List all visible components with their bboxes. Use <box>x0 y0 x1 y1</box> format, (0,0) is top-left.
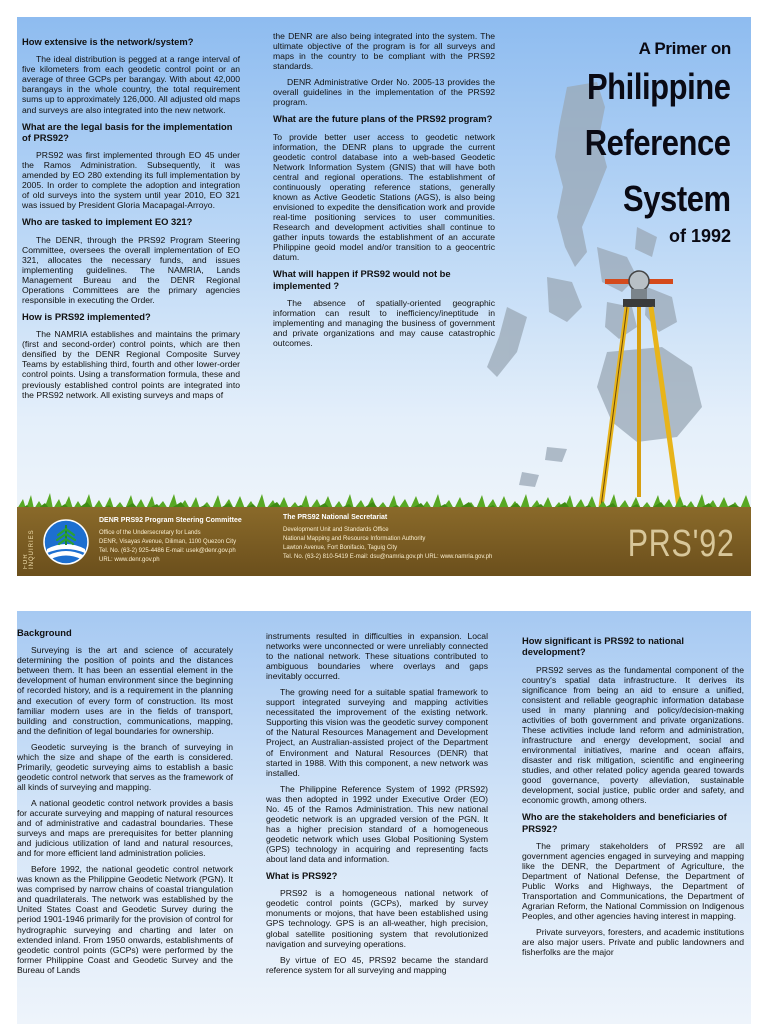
title-line-primer: A Primer on <box>638 39 731 58</box>
section-heading: How significant is PRS92 to national development? <box>522 635 685 658</box>
body-paragraph: A national geodetic control network provides a basis for accurate surveying and mapping of natural resources and of administrative and cadastral boundaries. These surveys and maps are prerequisites for better planning and judicious utilization of land and natural resources, and for more efficient land administration policies. <box>17 797 233 859</box>
brochure-cover-panel <box>17 17 751 576</box>
section-heading: Who are tasked to implement EO 321? <box>22 216 193 228</box>
contact-secretariat-heading: The PRS92 National Secretariat <box>283 514 388 521</box>
survey-tripod-illustration <box>583 267 695 517</box>
title-line-philippine: Philippine <box>587 66 731 107</box>
body-paragraph: Before 1992, the national geodetic control network was known as the Philippine Geodetic Network (PGN). It was comprised by narrow chains of coastal triangulation and quadrilaterals. The network was established by the United States Coast and Geodetic Survey during the period 1901-1946 primarily for the provision of control for hydrographic surveying and charting and later on extended inland. From 1950 onwards, establishments of geodetic control points (GCPs) were performed by the former Philippine Coast and Geodetic Survey and the Bureau of Lands <box>17 864 233 975</box>
body-paragraph: PRS92 is a homogeneous national network of geodetic control points (GCPs), marked by survey monuments or mojons, that have been established using GPS technology. GPS is an all-weather, high precision, global satellite positioning system that revolutionized navigation and surveying operations. <box>266 888 488 949</box>
contact-psc-address: DENR, Visayas Avenue, Diliman, 1100 Quezon City <box>99 538 237 545</box>
body-paragraph: Geodetic surveying is the branch of surveying in which the size and shape of the earth is considered. Primarily, geodetic surveying aims to establish a basic geodetic control network that serves as the framework of all kinds of surveying and mapping. <box>17 741 233 792</box>
contact-secretariat-agency: National Mapping and Resource Information Authority <box>283 535 426 542</box>
section-heading: Background <box>17 627 72 638</box>
cover-column-1 <box>22 32 240 406</box>
contact-secretariat-phone[interactable]: Tel. No. (63-2) 810-5419 E-mail: dsu@namria.gov.ph URL: www.namria.gov.ph <box>283 553 493 560</box>
cover-column-2 <box>273 31 495 354</box>
body-paragraph: the DENR are also being integrated into the system. The ultimate objective of the program is for all surveys and maps in the country to be compliant with the PRS92 standards. <box>273 31 495 72</box>
body-paragraph: By virtue of EO 45, PRS92 became the standard reference system for all surveying and mapping <box>266 954 488 975</box>
section-heading: What will happen if PRS92 would not be implemented ? <box>273 268 451 291</box>
contact-block-secretariat <box>283 513 523 562</box>
inside-column-1 <box>17 623 233 981</box>
contact-footer <box>17 507 751 576</box>
body-paragraph: The ideal distribution is pegged at a range interval of five kilometers from each geodetic control point or an average of three GCPs per barangay. With about 42,000 barangays in the whole country, the total requirement sums up to approximately 126,000. All adjusted old maps and surveys are also integrated into the new network. <box>22 54 240 115</box>
brochure-inside-panel <box>17 611 751 1024</box>
contact-psc-phone: Tel. No. (63-2) 925-4486 E-mail: usek@denr.gov.ph <box>99 547 236 554</box>
contact-block-psc <box>99 516 279 565</box>
body-paragraph: Surveying is the art and science of accurately determining the position of points and the distances between them. It has been an essential element in the development of human environment since the beginning of recorded history, and is a requirement in the planning and execution of every form of construction. Its most familiar modern uses are in the fields of transport, building and construction, communications, mapping, and the definition of legal boundaries for ownership. <box>17 645 233 736</box>
section-heading: What is PRS92? <box>266 870 338 882</box>
title-line-reference: Reference <box>585 121 731 163</box>
contact-secretariat-address: Lawton Avenue, Fort Bonifacio, Taguig City <box>283 544 398 551</box>
section-heading: How extensive is the network/system? <box>22 36 194 47</box>
denr-logo-icon <box>43 519 89 565</box>
body-paragraph: instruments resulted in difficulties in expansion. Local networks were unconnected or were unreliably connected to the national network. These situations contributed to ambiguous boundaries where overlays and gaps inevitably occurred. <box>266 631 488 682</box>
body-paragraph: PRS92 was first implemented through EO 45 under the Ramos Administration. Subsequently, it was amended by EO 280 extending its full implementation by 2005. In order to complete the adoption and integration of old surveys into the system until year 2010, EO 321 was issued by President Gloria Macapagal-Arroyo. <box>22 150 240 211</box>
contact-psc-url[interactable]: URL: www.denr.gov.ph <box>99 556 160 563</box>
title-line-year: of 1992 <box>668 226 731 247</box>
inside-column-3 <box>522 631 744 963</box>
body-paragraph: PRS92 serves as the fundamental component of the country's spatial data infrastructure. It derives its significance from being an aid to ensure a unified, consistent and reliable geographic information database used in many planning and policy/decision-making activities of both government and private organizations. These activities include land reform and administration, infrastructure and energy development, social and environmental initiatives, marine and ocean affairs, disaster and risk mitigation, scientific and engineering studies, and other related policy agenda geared towards good governance, poverty alleviation, sustainable development, social justice, public order and safety, and economic growth, among others. <box>522 664 744 806</box>
inquiries-label: FOR INQUIRIES <box>23 529 35 569</box>
body-paragraph: The absence of spatially-oriented geographic information can result to inefficiency/ineptitude in implementing and managing the business of government and private organizations and may cause catastrophic outcomes. <box>273 297 495 348</box>
body-paragraph: DENR Administrative Order No. 2005-13 provides the overall guidelines in the implementation of the PRS92 program. <box>273 77 495 108</box>
inside-column-2 <box>266 631 488 981</box>
contact-secretariat-unit: Development Unit and Standards Office <box>283 526 389 533</box>
prs92-logo-text: PRS'92 <box>628 523 735 565</box>
body-paragraph: The NAMRIA establishes and maintains the primary (first and second-order) control points, which are then densified by the DENR Regional Composite Survey Teams by establishing third, fourth and other lower-order control points. Using a transformation formula, these and previously established control points are integrated into the PRS92 network. All existing surveys and maps of <box>22 329 240 400</box>
body-paragraph: The primary stakeholders of PRS92 are all government agencies engaged in surveying and mapping like the DENR, the Department of Agriculture, the Department of National Defense, the Department of Public Works and Highways, the Department of Transportation and Communications, the Department of Agrarian Reform, the National Commission on Indigenous Peoples, and other agencies having interest in mapping. <box>522 840 744 922</box>
body-paragraph: Private surveyors, foresters, and academic institutions are also major users. Private and public landowners and fisherfolks are the major <box>522 927 744 958</box>
section-heading: Who are the stakeholders and beneficiaries of PRS92? <box>522 811 727 834</box>
brochure-title <box>561 39 731 247</box>
body-paragraph: The Philippine Reference System of 1992 (PRS92) was then adopted in 1992 under Executive Order (EO) No. 45 of the Ramos Administration. This new national geodetic network is an upgraded version of the PGN. It has a higher precision standard of a homogeneous geodetic network which uses Global Positioning System (GPS) technology in acquiring and representing facts about land data and information. <box>266 783 488 864</box>
section-heading: What are the future plans of the PRS92 program? <box>273 113 493 125</box>
body-paragraph: To provide better user access to geodetic network information, the DENR plans to upgrade the current geodetic control database into a web-based Geodetic Network Information System (GNIS) that will have both central and regional operations. The establishment of continuously operating reference stations, generally known as Active Geodetic Stations (AGS), is also being envisioned to expedite the densification work and provide real-time positioning services to user communities. Research and development activities shall continue to gather inputs towards the establishment of an accurate Philippine geoid model and/or transition to a geocentric datum. <box>273 131 495 263</box>
contact-psc-heading: DENR PRS92 Program Steering Committee <box>99 517 242 524</box>
body-paragraph: The DENR, through the PRS92 Program Steering Committee, oversees the overall implementation of EO 321, allocates the necessary funds, and issues implementing guidelines. The NAMRIA, Lands Management Bureau and the DENR Regional Operations Committees are the primary agencies responsible in executing the Order. <box>22 234 240 305</box>
body-paragraph: The growing need for a suitable spatial framework to support integrated surveying and mapping activities necessitated the improvement of the existing network. Supporting this vision was the geodetic survey component of the Natural Resources Management and Development Project, an Australian-assisted project of the Department of Environment and Natural Resources (DENR) that started in 1988. With this component, a new network was installed. <box>266 687 488 778</box>
section-heading: How is PRS92 implemented? <box>22 311 151 323</box>
contact-psc-office: Office of the Undersecretary for Lands <box>99 529 201 536</box>
title-line-system: System <box>623 177 731 219</box>
section-heading: What are the legal basis for the implementation of PRS92? <box>22 120 233 143</box>
